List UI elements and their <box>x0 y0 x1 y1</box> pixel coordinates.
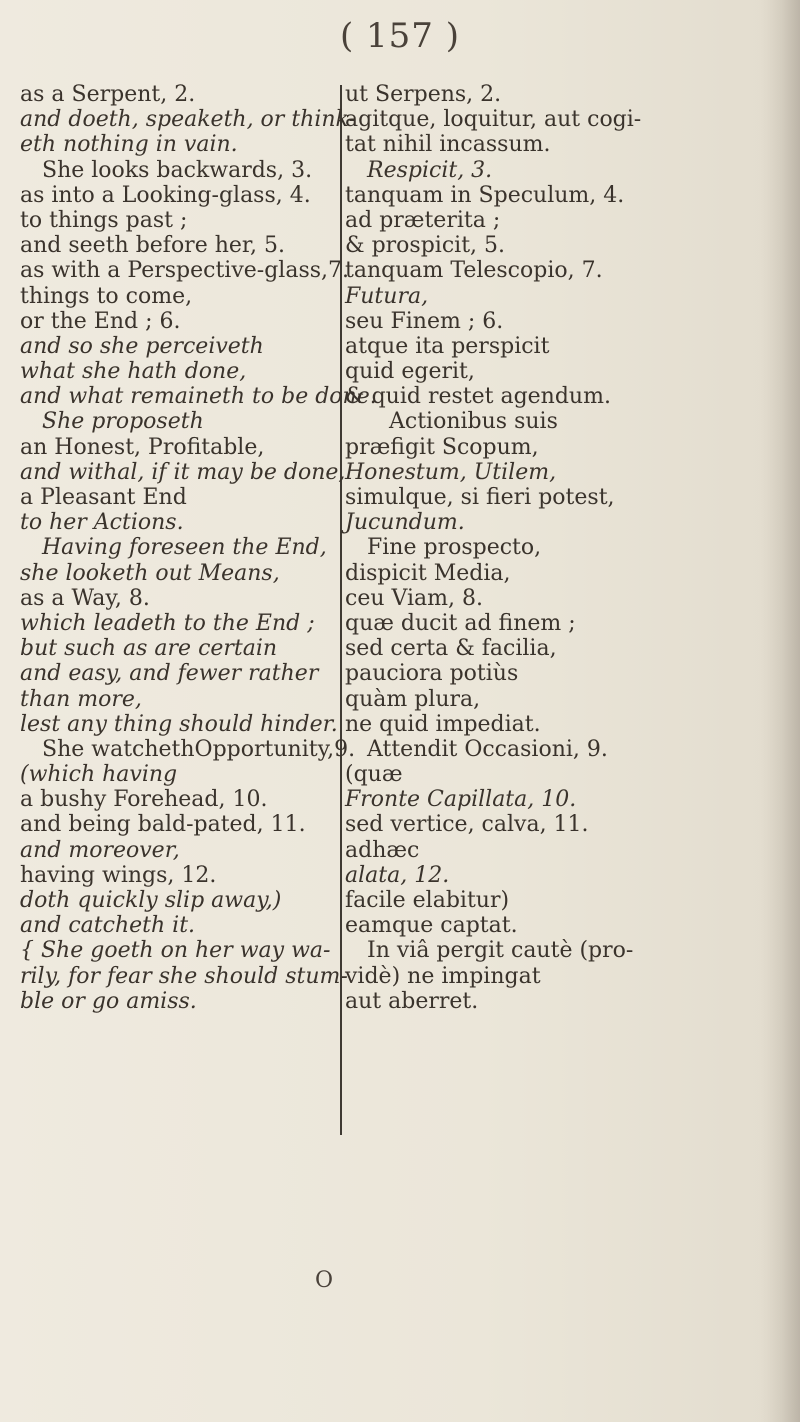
english-text-line: and doeth, speaketh, or think- <box>20 107 356 133</box>
latin-text-line: alata, 12. <box>345 862 450 888</box>
english-text-line: She looks backwards, 3. <box>42 157 313 183</box>
latin-text-line: Jucundum. <box>345 510 465 536</box>
latin-text-line: facile elabitur) <box>345 888 510 913</box>
latin-column <box>345 82 775 1014</box>
english-text-line: She proposeth <box>42 409 204 435</box>
english-text-line: (which having <box>20 762 178 788</box>
english-text-line: as with a Perspective-glass,7. <box>20 258 350 284</box>
english-text-line: ble or go amiss. <box>20 988 197 1014</box>
latin-text-line: ne quid impediat. <box>345 711 541 737</box>
english-text-line: Having foreseen the End, <box>42 535 327 561</box>
latin-text-line: tanquam Telescopio, 7. <box>345 258 603 284</box>
english-text-line: to her Actions. <box>20 510 184 536</box>
latin-text-line: quàm plura, <box>345 686 481 712</box>
latin-text-line: tat nihil incassum. <box>345 132 551 158</box>
english-text-line: lest any thing should hinder. <box>20 711 338 737</box>
latin-text-line: Respicit, 3. <box>367 157 493 183</box>
english-text-line: as a Way, 8. <box>20 585 150 611</box>
english-text-line: eth nothing in vain. <box>20 132 238 158</box>
latin-text-line: Futura, <box>345 283 429 309</box>
english-text-line: an Honest, Profitable, <box>20 434 265 460</box>
latin-text-line: seu Finem ; 6. <box>345 308 504 334</box>
english-text-line: rily, for fear she should stum- <box>20 963 348 989</box>
english-text-line: to things past ; <box>20 207 188 233</box>
page-number: ( 157 ) <box>339 16 461 56</box>
latin-text-line: adhæc <box>345 837 420 863</box>
english-text-line: { She goeth on her way wa- <box>20 938 331 964</box>
english-text-line: and being bald-pated, 11. <box>20 812 306 838</box>
english-text-line: what she hath done, <box>20 359 247 385</box>
latin-text-line: Fronte Capillata, 10. <box>345 787 577 813</box>
english-text-line: things to come, <box>20 283 193 309</box>
latin-text-line: & prospicit, 5. <box>345 233 506 259</box>
english-text-line: as a Serpent, 2. <box>20 82 196 107</box>
latin-text-line: Honestum, Utilem, <box>345 459 557 485</box>
latin-text-line: atque ita perspicit <box>345 333 550 359</box>
english-text-line: and easy, and fewer rather <box>20 661 319 687</box>
latin-text-line: (quæ <box>345 762 403 788</box>
english-text-line: and catcheth it. <box>20 913 196 939</box>
catchword: O <box>315 1268 334 1293</box>
latin-text-line: ceu Viam, 8. <box>345 585 483 611</box>
latin-text-line: præfigit Scopum, <box>345 434 539 460</box>
latin-text-line: Fine prospecto, <box>367 535 542 561</box>
english-text-line: as into a Looking-glass, 4. <box>20 182 311 208</box>
english-text-line: than more, <box>20 686 142 712</box>
english-text-line: or the End ; 6. <box>20 308 181 334</box>
english-text-line: She watchethOpportunity,9. <box>42 736 356 762</box>
english-text-line: but such as are certain <box>20 636 278 662</box>
english-text-line: which leadeth to the End ; <box>20 610 315 636</box>
latin-text-line: aut aberret. <box>345 988 479 1014</box>
latin-text-line: dispicit Media, <box>345 560 511 586</box>
latin-text-line: tanquam in Speculum, 4. <box>345 182 625 208</box>
english-text-line: and so she perceiveth <box>20 333 264 359</box>
english-text-line: and seeth before her, 5. <box>20 233 285 259</box>
latin-text-line: vidè) ne impingat <box>345 963 541 989</box>
latin-text-line: quæ ducit ad finem ; <box>345 610 576 636</box>
english-text-line: having wings, 12. <box>20 862 217 888</box>
english-text-line: a Pleasant End <box>20 485 187 510</box>
latin-text-line: Actionibus suis <box>389 409 558 435</box>
english-text-line: she looketh out Means, <box>20 560 280 586</box>
english-text-line: and what remaineth to be done. <box>20 384 377 410</box>
latin-text-line: eamque captat. <box>345 913 518 939</box>
english-text-line: a bushy Forehead, 10. <box>20 787 268 813</box>
latin-text-line: simulque, si fieri potest, <box>345 485 615 510</box>
latin-text-line: ut Serpens, 2. <box>345 82 502 107</box>
latin-text-line: Attendit Occasioni, 9. <box>367 736 608 762</box>
english-text-line: doth quickly slip away,) <box>20 888 282 913</box>
english-text-line: and moreover, <box>20 837 180 863</box>
latin-text-line: & quid restet agendum. <box>345 384 611 410</box>
latin-text-line: pauciora potiùs <box>345 661 519 687</box>
latin-text-line: quid egerit, <box>345 359 475 385</box>
latin-text-line: sed certa & facilia, <box>345 636 557 662</box>
latin-text-line: In viâ pergit cautè (pro- <box>367 938 634 964</box>
english-text-line: and withal, if it may be done, <box>20 459 346 485</box>
latin-text-line: agitque, loquitur, aut cogi- <box>345 107 642 133</box>
latin-text-line: sed vertice, calva, 11. <box>345 812 589 838</box>
latin-text-line: ad præterita ; <box>345 207 501 233</box>
